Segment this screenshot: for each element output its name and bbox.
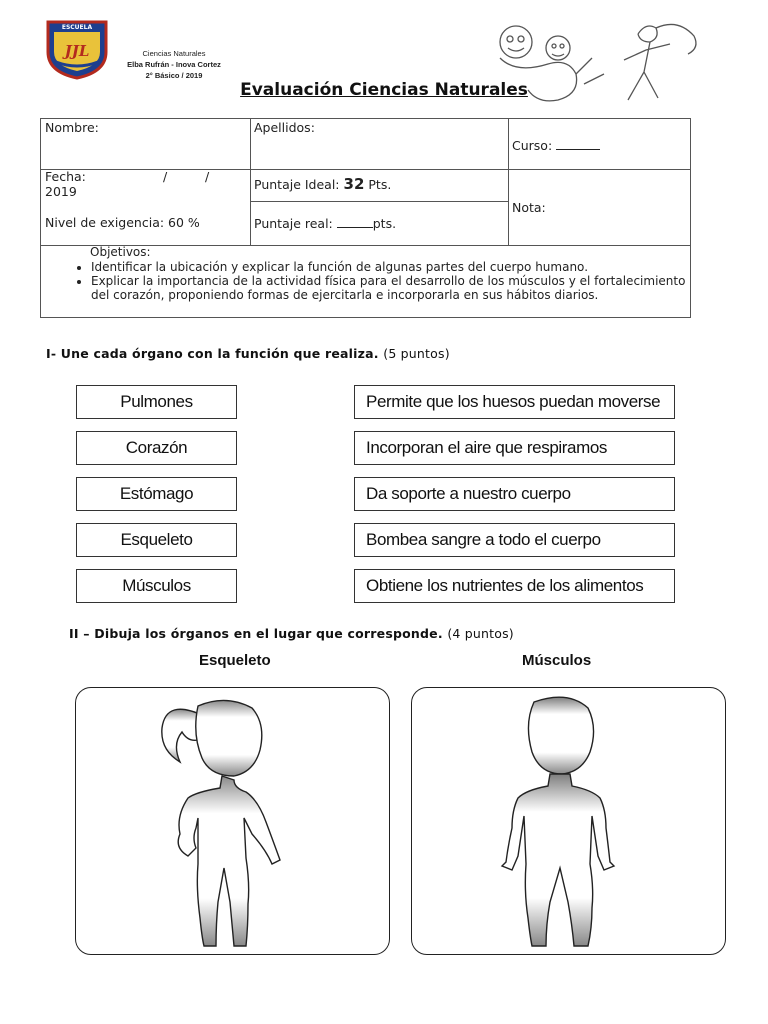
grade-field[interactable]: Nota: [512,200,546,215]
organ-box-corazon[interactable]: Corazón [76,431,237,465]
section-1-heading [46,346,450,361]
objective-item: • Identificar la ubicación y explicar la función de algunas partes del cuerpo humano. [91,260,701,274]
student-info-table [40,118,691,318]
school-info [118,48,230,81]
subject-line: Ciencias Naturales [142,49,206,58]
ideal-score-unit: Pts. [368,177,392,192]
section-2-points: (4 puntos) [447,626,514,641]
real-score-blank[interactable] [337,215,373,228]
surname-field[interactable]: Apellidos: [254,120,315,135]
name-field[interactable]: Nombre: [45,120,99,135]
section-2-heading [69,626,514,641]
boy-outline-illustration [412,688,724,953]
real-score-label: Puntaje real: [254,216,333,231]
objectives-list [67,260,701,302]
date-field[interactable] [45,169,245,199]
function-box[interactable]: Incorporan el aire que respiramos [354,431,675,465]
logo-top-text: ESCUELA [61,24,93,31]
organ-box-pulmones[interactable]: Pulmones [76,385,237,419]
muscles-drawing-area[interactable] [411,687,726,955]
course-field[interactable] [512,137,600,153]
function-box[interactable]: Obtiene los nutrientes de los alimentos [354,569,675,603]
function-box[interactable]: Permite que los huesos puedan moverse [354,385,675,419]
objectives-label: Objetivos: [90,245,151,259]
organ-box-esqueleto[interactable]: Esqueleto [76,523,237,557]
function-box[interactable]: Da soporte a nuestro cuerpo [354,477,675,511]
function-box[interactable]: Bombea sangre a todo el cuerpo [354,523,675,557]
real-score-field[interactable] [254,215,396,231]
real-score-unit: pts. [372,216,397,231]
school-logo [44,18,110,80]
organ-box-estomago[interactable]: Estómago [76,477,237,511]
page-title: Evaluación Ciencias Naturales [240,80,528,100]
date-label: Fecha: [45,169,86,184]
date-slash: / [163,169,168,184]
course-label: Curso: [512,138,553,153]
skeleton-label: Esqueleto [199,652,271,669]
date-year: 2019 [45,184,77,199]
muscles-label: Músculos [522,652,592,669]
course-blank[interactable] [556,137,600,150]
grade-line: 2° Básico / 2019 [145,71,203,80]
objective-item: • Explicar la importancia de la actividad física para el desarrollo de los músculos y el fortalecimiento del corazón, proponiendo formas de ejercitarla e incorporarla en sus hábitos diarios. [91,274,701,302]
skeleton-drawing-area[interactable] [75,687,390,955]
section-1-title: I- Une cada órgano con la función que realiza. [46,346,379,361]
date-slash: / [205,169,210,184]
logo-monogram: JJL [64,42,90,60]
section-1-points: (5 puntos) [383,346,450,361]
ideal-score-label: Puntaje Ideal: [254,177,340,192]
section-2-title: II – Dibuja los órganos en el lugar que corresponde. [69,626,443,641]
ideal-score-value: 32 [343,175,365,193]
ideal-score [254,175,391,193]
organ-box-musculos[interactable]: Músculos [76,569,237,603]
teachers-line: Elba Rufrán - Inova Cortez [127,60,221,69]
girl-outline-illustration [76,688,388,953]
requirement-level: Nivel de exigencia: 60 % [45,215,200,230]
